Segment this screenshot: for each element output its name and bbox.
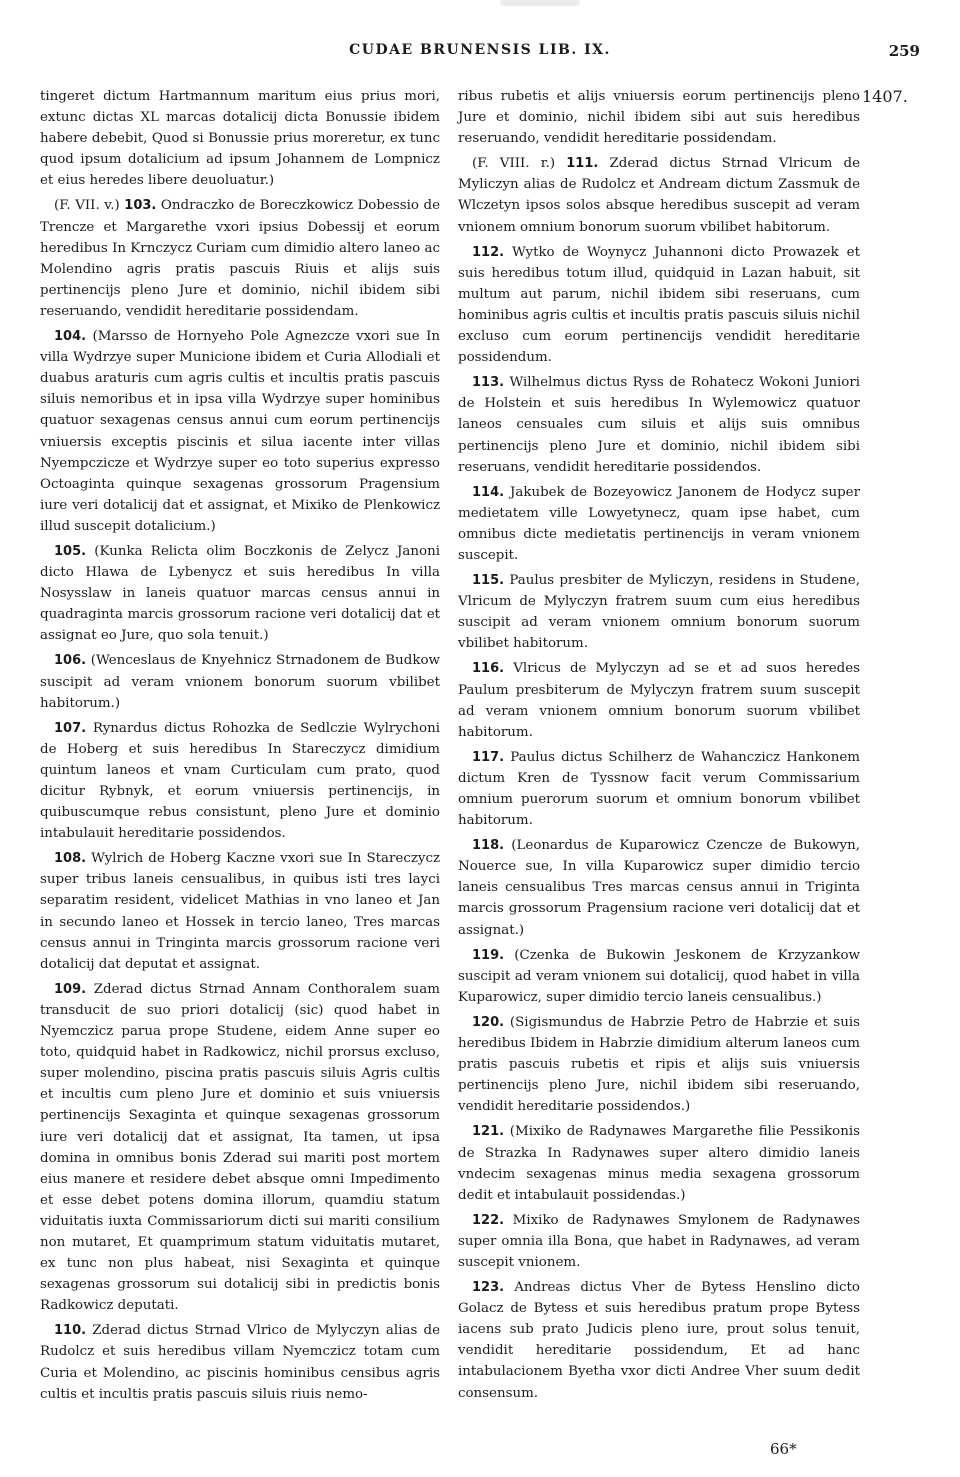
entry-number: 119. xyxy=(472,947,505,963)
entry-112 xyxy=(458,242,860,369)
entry-number: 117. xyxy=(472,749,505,765)
entry-text: Mixiko de Radynawes Smylonem de Radynawes super omnia illa Bona, que habet in Radynawes, ad veram suscepit vnionem. xyxy=(458,1212,860,1270)
entry-number: 109. xyxy=(54,981,87,997)
folio-ref: (F. VIII. r.) xyxy=(472,156,567,172)
entry-number: 103. xyxy=(124,198,157,214)
entry-number: 118. xyxy=(472,838,505,854)
entry-number: 111. xyxy=(566,156,599,172)
entry-number: 105. xyxy=(54,543,87,559)
entry-text: Jakubek de Bozeyowicz Janonem de Hodycz super medietatem ville Lowyetynecz, quam ipse habet, cum omnibus dicte medietatis pertinencijs in veram vnionem suscepit. xyxy=(458,484,860,563)
entry-number: 104. xyxy=(54,329,87,345)
page-number: 259 xyxy=(888,42,920,60)
entry-117 xyxy=(458,747,860,831)
entry-text: Wilhelmus dictus Ryss de Rohatecz Wokoni Juniori de Holstein et suis heredibus In Wylemowicz quatuor laneos censuales cum siluis et alijs suis omnibus pertinencijs pleno Jure et dominio, nichil ibidem sibi reseruans, vendidit hereditarie possidendos. xyxy=(458,375,860,475)
entry-105 xyxy=(40,541,440,646)
entry-number: 116. xyxy=(472,661,505,677)
entry-119 xyxy=(458,945,860,1008)
entry-106 xyxy=(40,650,440,713)
scan-smudge xyxy=(500,0,580,6)
running-title: CUDAE BRUNENSIS LIB. IX. xyxy=(349,42,611,58)
entry-121 xyxy=(458,1121,860,1205)
entry-number: 107. xyxy=(54,720,87,736)
entry-text: Wylrich de Hoberg Kaczne vxori sue In Stareczycz super tribus laneis censualibus, in quibus isti tres layci separatim resident, videlicet Mathias in vno laneo et Jan in secundo laneo et Hossek in tercio laneo, Tres marcas census annui in Tringinta marcis grossorum racione veri dotalicij dat deputat et assignat. xyxy=(40,851,441,972)
right-continuation: ribus rubetis et alijs vniuersis eorum pertinencijs pleno Jure et dominio, nichil ibidem sibi aut suis heredibus reseruando, vendidit hereditarie possidendam. xyxy=(458,89,860,147)
entry-text: (Wenceslaus de Knyehnicz Strnadonem de Budkow suscipit ad veram vnionem bonorum suorum vbilibet habitorum.) xyxy=(40,653,440,711)
entry-text: Wytko de Woynycz Juhannoni dicto Prowazek et suis heredibus totum illud, quidquid in Lazan habuit, sit multum aut parum, nichil ibidem sibi reseruans, cum hominibus agris cultis et incultis pratis pascuis siluis nichil excluso cum eorum pertinencijs vendidit hereditarie possidendum. xyxy=(458,244,860,366)
entry-111 xyxy=(458,153,860,237)
entry-number: 121. xyxy=(472,1124,505,1140)
entry-number: 108. xyxy=(54,851,87,867)
entry-108 xyxy=(40,848,440,975)
entry-text: Zderad dictus Strnad Annam Conthoralem suam transducit de suo priori dotalicij (sic) quod habet in Nyemczicz parua prope Studene, eidem Anne super eo toto, quidquid habet in Radkowicz, nichil prorsus excluso, super molendino, piscina pratis pascuis siluis Agris cultis et incultis cum pleno Jure et dominio et suis vniuersis pertinencijs Sexaginta et quinque sexagenas grossorum iure veri dotalicij dat et assignat, Ita tamen, ut ipsa domina in omnibus bonis Zderad sui mariti post mortem eius manere et residere debet absque omni Impedimento et esse debet potens domina illorum, quamdiu statum viduitatis iuxta Commissariorum dicti sui mariti consilium non mutaret, Et quamprimum statum viduitatis mutaret, ex tunc non plus habeat, nisi Sexaginta et quinque sexagenas grossorum sui dotalicij sibi in predictis bonis Radkowicz deputati. xyxy=(40,981,440,1314)
entry-text: Rynardus dictus Rohozka de Sedlczie Wylrychoni de Hoberg et suis heredibus In Stareczycz dimidium quintum laneos et vnam Curticulam cum prato, quod dicitur Rybnyk, et eorum vniuersis pertinencijs, in quibuscumque rebus consistunt, pleno Jure et dominio intabulauit hereditarie possidendos. xyxy=(40,720,440,842)
entry-number: 115. xyxy=(472,573,505,589)
page-header xyxy=(40,42,920,66)
entry-109 xyxy=(40,979,440,1317)
entry-text: (Mixiko de Radynawes Margarethe filie Pessikonis de Strazka In Radynawes super altero dimidio laneis vndecim sexagenas minus media sexagena grossorum dedit et intabulauit possidendas.) xyxy=(458,1124,860,1203)
entry-107 xyxy=(40,718,440,845)
entry-number: 123. xyxy=(472,1280,505,1296)
entry-number: 120. xyxy=(472,1014,505,1030)
entry-number: 114. xyxy=(472,484,505,500)
entry-text: Vlricus de Mylyczyn ad se et ad suos heredes Paulum presbiterum de Mylyczyn fratrem suum suscepit ad veram vnionem omnium bonorum suorum vbilibet habitorum. xyxy=(458,661,860,740)
entry-104 xyxy=(40,326,440,537)
entry-113 xyxy=(458,372,860,477)
entry-text: (Kunka Relicta olim Boczkonis de Zelycz Janoni dicto Hlawa de Lybenycz et suis heredibus In villa Nosysslaw in laneis quatuor marcas census annui in quadraginta marcis grossorum racione veri dotalicij dat et assignat eo Jure, quo sola tenuit.) xyxy=(40,543,440,644)
entry-110 xyxy=(40,1320,440,1404)
entry-116 xyxy=(458,658,860,742)
entry-text: Paulus dictus Schilherz de Wahanczicz Hankonem dictum Kren de Tyssnow facit verum Commissarium omnium puerorum suorum et omnium bonorum vbilibet habitorum. xyxy=(458,749,860,829)
left-continuation: tingeret dictum Hartmannum maritum eius prius mori, extunc dictas XL marcas dotalicij dicta Bonussie ibidem habere debebit, Quod si Bonussie prius moreretur, ex tunc quod ipsum dotalicium ad ipsum Johannem de Lompnicz et eius heredes libere deuoluatur.) xyxy=(40,89,440,189)
entry-text: (Marsso de Hornyeho Pole Agnezcze vxori sue In villa Wydrzye super Municione ibidem et Curia Allodiali et duabus araturis cum agris cultis et incultis pratis pascuis siluis nemoribus et in ipsa villa Wydrzye super hominibus quatuor sexagenas census annui cum eorum pertinencijs vniuersis exceptis piscinis et silua iacente inter villas Nyempczicze et Wydrzye super eo toto superius expresso Octoaginta quinque sexagenas grossorum Pragensium iure veri dotalicij dat et assignat, et Mixiko de Plenkowicz illud suscepit dotalicium.) xyxy=(40,329,440,534)
entry-number: 113. xyxy=(472,375,505,391)
entry-number: 110. xyxy=(54,1323,87,1339)
folio-ref: (F. VII. v.) xyxy=(54,198,125,214)
entry-122 xyxy=(458,1210,860,1273)
entry-text: (Czenka de Bukowin Jeskonem de Krzyzankow suscipit ad veram vnionem sui dotalicij, quod habet in villa Kuparowicz, super dimidio tercio laneis censualibus.) xyxy=(458,947,860,1005)
entry-103 xyxy=(40,195,440,322)
entry-text: Zderad dictus Strnad Vlricum de Myliczyn alias de Rudolcz et Andream dictum Zassmuk de Wlczetyn ipsos solos absque heredibus suscepit ad veram vnionem omnium bonorum suorum vbilibet habitorum. xyxy=(458,156,860,235)
entry-123 xyxy=(458,1277,860,1404)
entry-120 xyxy=(458,1012,860,1117)
entry-number: 106. xyxy=(54,653,87,669)
entry-114 xyxy=(458,482,860,566)
entry-text: Andreas dictus Vher de Bytess Henslino dicto Golacz de Bytess et suis heredibus pratum prope Bytess iacens sub prato Judicis pleno iure, prout solus tenuit, vendidit hereditarie possidendum, Et ad hanc intabulacionem Byetha vxor dicti Andree Vher suum dedit consensum. xyxy=(458,1280,860,1401)
margin-year: 1407. xyxy=(862,87,908,106)
entry-number: 122. xyxy=(472,1212,505,1228)
entry-115 xyxy=(458,570,860,654)
entry-number: 112. xyxy=(472,244,505,260)
left-column xyxy=(40,86,440,1405)
entry-text: Paulus presbiter de Myliczyn, residens in Studene, Vlricum de Mylyczyn fratrem suum cum eius heredibus suscipit ad veram vnionem omnium bonorum suorum vbilibet habitorum. xyxy=(458,573,860,652)
entry-text: (Leonardus de Kuparowicz Czencze de Bukowyn, Nouerce sue, In villa Kuparowicz super dimidio tercio laneis censualibus Tres marcas census annui in Triginta marcis grossorum Pragensium racione veri dotalicij dat et assignat.) xyxy=(458,838,860,938)
entry-text: (Sigismundus de Habrzie Petro de Habrzie et suis heredibus Ibidem in Habrzie dimidium alterum laneos cum pratis pascuis rubetis et ripis et alijs suis vniuersis pertinencijs pleno Jure, nichil ibidem sibi reseruando, vendidit hereditarie possidendos.) xyxy=(458,1014,860,1115)
entry-text: Zderad dictus Strnad Vlrico de Mylyczyn alias de Rudolcz et suis heredibus villam Nyemczicz totam cum Curia et Molendino, ac piscinis hominibus censibus agris cultis et incultis pratis pascuis siluis riuis nemo- xyxy=(40,1323,440,1402)
entry-text: Ondraczko de Boreczkowicz Dobessio de Trencze et Margarethe vxori ipsius Dobessij et eorum heredibus In Krnczycz Curiam cum dimidio altero laneo ac Molendino agris pratis pascuis Riuis et alijs suis pertinencijs pleno Jure et dominio, nichil ibidem sibi reseruando, vendidit hereditarie possidendam. xyxy=(40,198,440,319)
right-column xyxy=(458,86,860,1404)
signature-mark: 66* xyxy=(770,1440,797,1458)
entry-118 xyxy=(458,835,860,940)
